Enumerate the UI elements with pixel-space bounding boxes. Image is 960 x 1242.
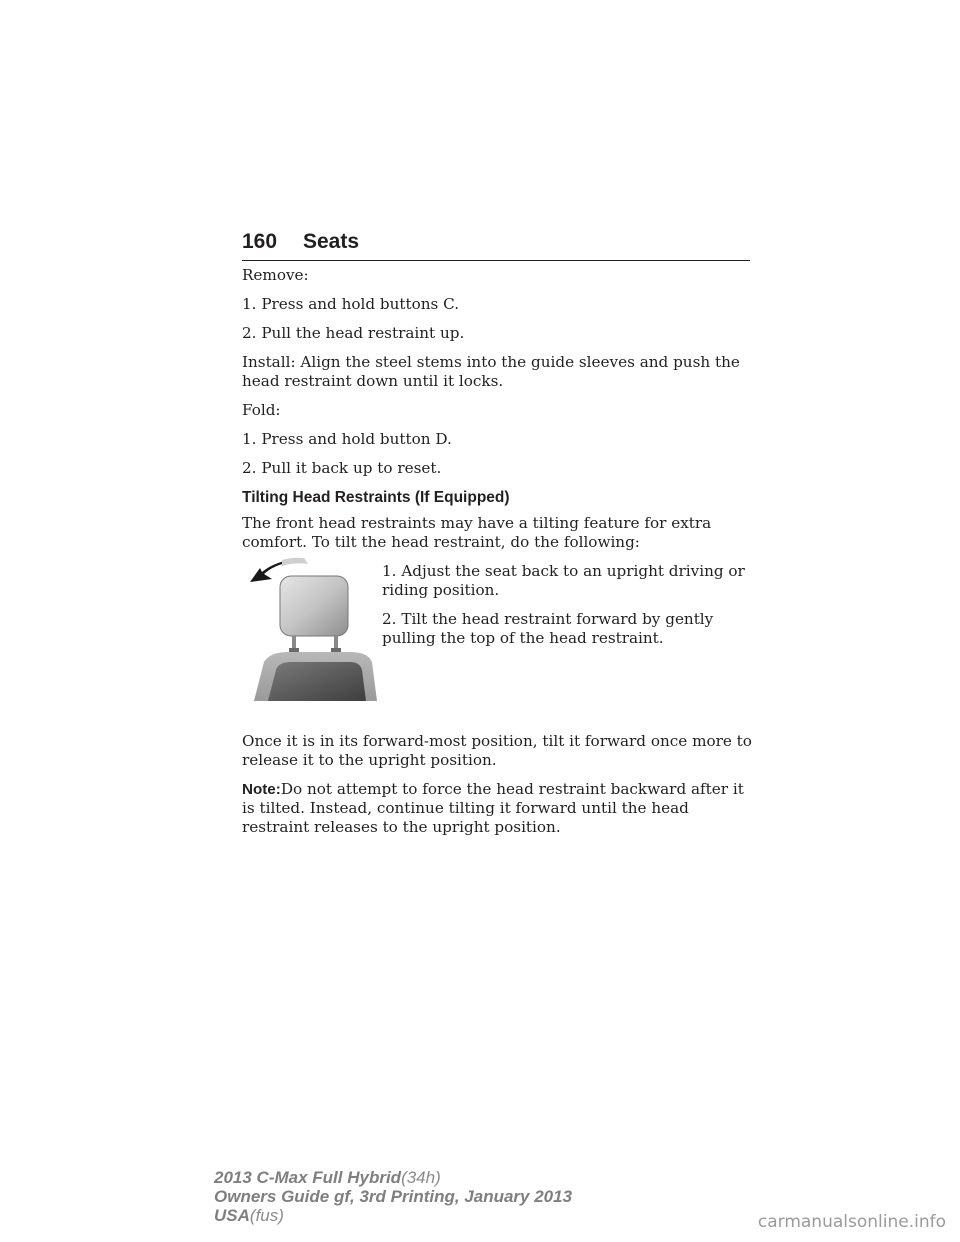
tilt-step-2: 2. Tilt the head restraint forward by gently pulling the top of the head restraint. [382,610,714,647]
fold-heading: Fold: [242,401,281,419]
section-title: Seats [303,230,360,253]
note-label: Note: [242,781,281,798]
fold-step-1: 1. Press and hold button D. [242,430,452,448]
page-header [242,228,750,261]
note-paragraph [242,780,752,837]
footer-guide: Owners Guide gf, 3rd Printing, January 2013 [214,1187,573,1206]
footer-model: 2013 C-Max Full Hybrid [214,1168,402,1187]
page-content [242,266,752,847]
figure-row [242,562,752,712]
watermark: carmanualsonline.info [757,1212,946,1232]
footer-line-2 [214,1187,572,1206]
tilting-intro: The front head restraints may have a tilting feature for extra comfort. To tilt the head restraint, do the following: [242,514,712,551]
remove-heading: Remove: [242,266,309,284]
tilting-heading: Tilting Head Restraints (If Equipped) [242,489,510,506]
footer-market-code: (fus) [249,1206,284,1225]
footer-line-3 [214,1206,572,1225]
footer-line-1 [214,1168,572,1187]
remove-step-2: 2. Pull the head restraint up. [242,324,465,342]
fold-step-2: 2. Pull it back up to reset. [242,459,442,477]
footer-market: USA [214,1206,250,1225]
page-number: 160 [242,230,278,253]
figure-steps [382,562,752,658]
note-text: Do not attempt to force the head restraint backward after it is tilted. Instead, continue tilting it forward until the head restraint releases to the upright position. [242,780,744,836]
footer-model-code: (34h) [401,1168,441,1187]
footer [214,1168,572,1225]
tilt-step-1: 1. Adjust the seat back to an upright driving or riding position. [382,562,745,599]
remove-step-1: 1. Press and hold buttons C. [242,295,460,313]
install-paragraph: Install: Align the steel stems into the guide sleeves and push the head restraint down until it locks. [242,353,740,390]
release-paragraph: Once it is in its forward-most position, tilt it forward once more to release it to the upright position. [242,732,752,769]
seat-head-restraint-tilt-illustration [242,556,377,701]
